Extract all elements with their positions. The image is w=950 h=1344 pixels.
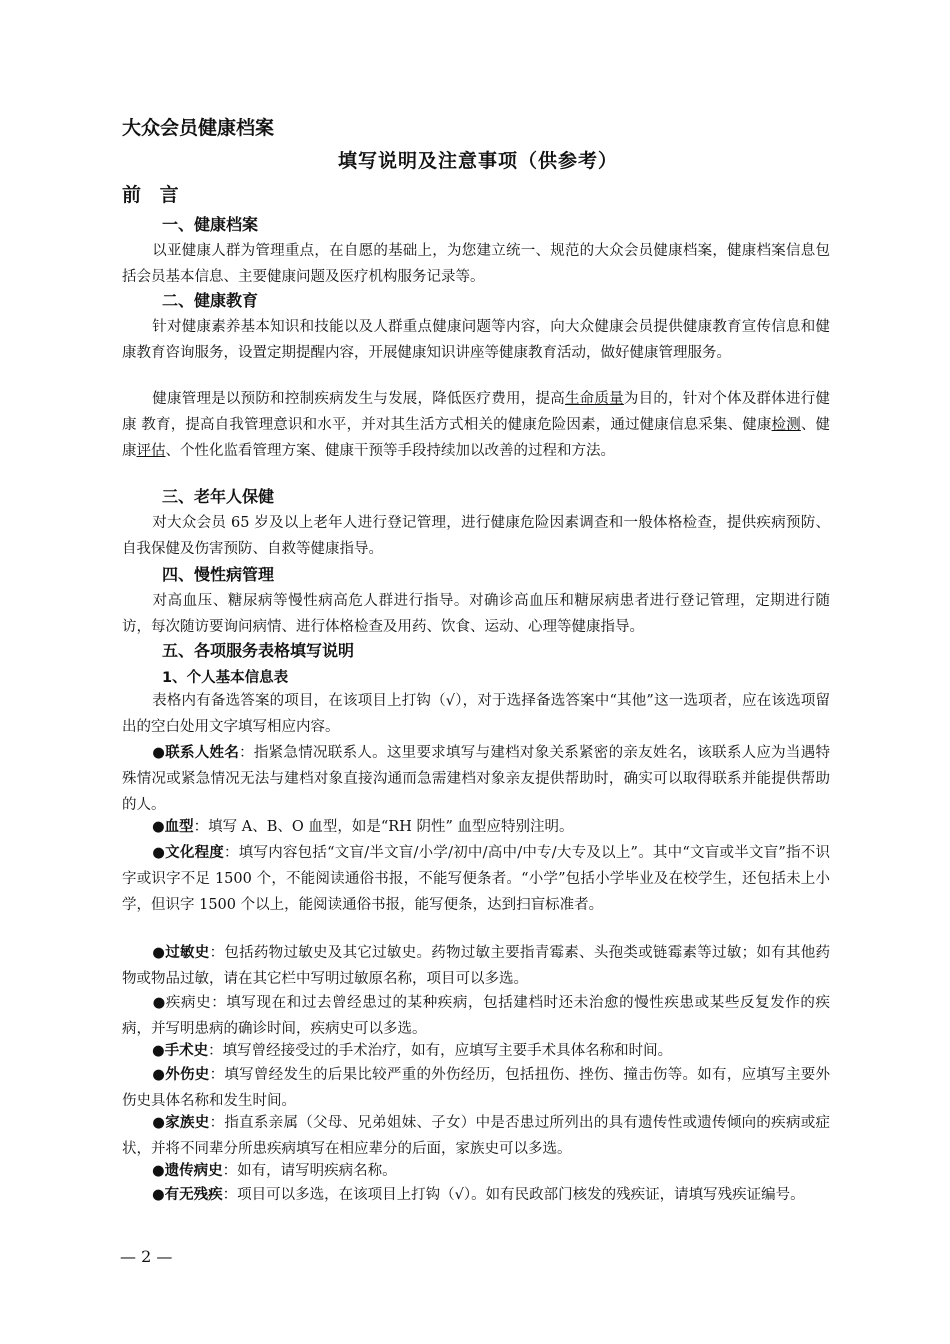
item-allergy-history (122, 940, 830, 992)
item-education-level (122, 840, 830, 918)
item-text: ：指紧急情况联系人。这里要求填写与建档对象关系紧密的亲友姓名，该联系人应为当遇特殊情况或紧急情况无法与建档对象直接沟通而急需建档对象亲友提供帮助时，确实可以取得联系并能提供帮助的人。 (122, 745, 830, 813)
paragraph-text: 对大众会员 65 岁及以上老年人进行登记管理，进行健康危险因素调查和一般体格检查，提供疾病预防、自我保健及伤害预防、自救等健康指导。 (122, 515, 830, 557)
item-family-history (122, 1110, 830, 1162)
underlined-term: 检测 (771, 417, 801, 433)
item-label: ●遗传病史 (152, 1163, 223, 1179)
item-label: ●有无残疾 (152, 1187, 223, 1203)
item-trauma-history (122, 1062, 830, 1114)
paragraph-text: 对高血压、糖尿病等慢性病高危人群进行指导。对确诊高血压和糖尿病患者进行登记管理，定期进行随访，每次随访要询问病情、进行体格检查及用药、饮食、运动、心理等健康指导。 (122, 593, 830, 635)
paragraph-chronic-disease (122, 588, 830, 640)
item-text: ：指直系亲属（父母、兄弟姐妹、子女）中是否患过所列出的具有遗传性或遗传倾向的疾病或症状，并将不同辈分所患疾病填写在相应辈分的后面，家族史可以多选。 (122, 1115, 831, 1157)
section-heading-health-records: 一、健康档案 (162, 215, 259, 234)
paragraph-text-d: 、个性化监看管理方案、健康干预等手段持续加以改善的过程和方法。 (165, 443, 615, 459)
item-text: ：填写内容包括“文盲/半文盲/小学/初中/高中/中专/大专及以上”。其中“文盲或半文盲”指不识字或识字不足 1500 个，不能阅读通俗书报，不能写便条者。“小学”包括小学毕业及在校学生，还包括未上小学，但识字 1500 个以上，能阅读通俗书报，能写便条，达到扫盲标准者。 (122, 845, 830, 913)
item-label: ●血型 (152, 819, 194, 835)
item-disability (122, 1182, 830, 1208)
item-label: ●联系人姓名 (152, 745, 240, 761)
paragraph-text-b: 为目的，针对个体及群体进行健康 教育，提高自我管理意识和水平，并对其生活方式相关的健康危险因素，通过健康信息采集、健康 (122, 391, 831, 433)
item-disease-history (122, 990, 830, 1042)
item-text: ：填写曾经发生的后果比较严重的外伤经历，包括扭伤、挫伤、撞击伤等。如有，应填写主要外伤史具体名称和发生时间。 (122, 1067, 831, 1109)
section-heading-form-instructions: 五、各项服务表格填写说明 (162, 641, 355, 660)
item-text: ：项目可以多选，在该项目上打钩（√）。如有民政部门核发的残疾证，请填写残疾证编号。 (222, 1187, 805, 1203)
section-heading-chronic-disease: 四、慢性病管理 (162, 565, 275, 584)
underlined-term: 评估 (136, 443, 166, 459)
paragraph-text: 表格内有备选答案的项目，在该项目上打钩（√），对于选择备选答案中“其他”这一选项者，应在该选项留出的空白处用文字填写相应内容。 (122, 693, 830, 735)
item-label: ●家族史 (152, 1115, 210, 1131)
section-heading-health-education: 二、健康教育 (162, 291, 259, 310)
item-label: ●文化程度 (152, 845, 225, 861)
item-emergency-contact (122, 740, 830, 818)
section-heading-elderly-care: 三、老年人保健 (162, 487, 275, 506)
paragraph-text-c: 、健康 (122, 417, 831, 459)
item-genetic-disease-history (122, 1158, 830, 1184)
document-subtitle: 填写说明及注意事项（供参考） (338, 150, 619, 172)
underlined-term: 生命质量 (564, 391, 624, 407)
preface-heading: 前 言 (122, 184, 185, 206)
item-text: ：填写 A、B、O 血型，如是“RH 阴性” 血型应特别注明。 (193, 819, 574, 835)
item-label: ●手术史 (152, 1043, 209, 1059)
item-blood-type (122, 814, 830, 840)
paragraph-form-intro (122, 688, 830, 740)
paragraph-text: 针对健康素养基本知识和技能以及人群重点健康问题等内容，向大众健康会员提供健康教育宣传信息和健康教育咨询服务，设置定期提醒内容，开展健康知识讲座等健康教育活动，做好健康管理服务。 (122, 319, 830, 361)
page-number: — 2 — (120, 1247, 173, 1266)
document-title: 大众会员健康档案 (122, 117, 275, 139)
paragraph-elderly-care (122, 510, 830, 562)
paragraph-health-education (122, 314, 830, 366)
paragraph-health-management (122, 386, 830, 464)
item-text: ：如有，请写明疾病名称。 (222, 1163, 397, 1179)
item-label: ●过敏史 (152, 945, 210, 961)
item-text: ●疾病史：填写现在和过去曾经患过的某种疾病，包括建档时还未治愈的慢性疾患或某些反复发作的疾病，并写明患病的确诊时间，疾病史可以多选。 (122, 995, 830, 1037)
paragraph-text-a: 健康管理是以预防和控制疾病发生与发展，降低医疗费用，提高 (152, 391, 565, 407)
item-label: ●外伤史 (152, 1067, 210, 1083)
paragraph-text: 以亚健康人群为管理重点，在自愿的基础上，为您建立统一、规范的大众会员健康档案，健康档案信息包括会员基本信息、主要健康问题及医疗机构服务记录等。 (122, 243, 830, 285)
item-text: ：填写曾经接受过的手术治疗，如有，应填写主要手术具体名称和时间。 (208, 1043, 673, 1059)
paragraph-health-records (122, 238, 830, 290)
item-text: ：包括药物过敏史及其它过敏史。药物过敏主要指青霉素、头孢类或链霉素等过敏；如有其他药物或物品过敏，请在其它栏中写明过敏原名称，项目可以多选。 (122, 945, 831, 987)
subheading-personal-info-form: 1、个人基本信息表 (162, 670, 289, 686)
item-surgery-history (122, 1038, 830, 1064)
